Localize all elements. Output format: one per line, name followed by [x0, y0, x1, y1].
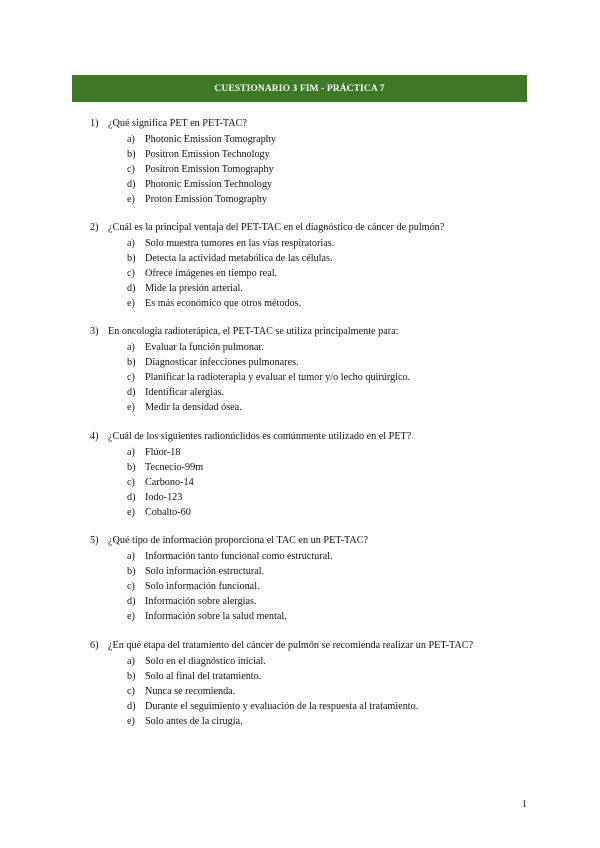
option-letter: d) [127, 701, 136, 712]
option-c [127, 684, 540, 699]
question-1 [90, 117, 540, 207]
option-letter: b) [127, 149, 136, 160]
option-e [127, 400, 540, 415]
question-5 [90, 534, 540, 624]
option-letter: e) [127, 716, 135, 727]
option-letter: b) [127, 357, 136, 368]
option-a [127, 549, 540, 564]
option-letter: e) [127, 611, 135, 622]
option-b [127, 564, 540, 579]
option-text: Evaluar la función pulmonar. [145, 342, 264, 353]
option-letter: c) [127, 372, 135, 383]
option-letter: a) [127, 238, 135, 249]
option-letter: e) [127, 194, 135, 205]
option-text: Solo información funcional. [145, 581, 260, 592]
question-2 [90, 221, 540, 311]
document-title: CUESTIONARIO 3 FIM - PRÁCTICA 7 [214, 83, 385, 94]
option-letter: a) [127, 447, 135, 458]
option-text: Detecta la actividad metabólica de las células. [145, 253, 333, 264]
question-3 [90, 325, 540, 415]
question-text-line [90, 430, 540, 444]
option-text: Solo en el diagnóstico inicial. [145, 656, 266, 667]
page-number: 1 [522, 799, 527, 810]
question-text: ¿Cuál de los siguientes radionúclidos es comúnmente utilizado en el PET? [108, 431, 412, 442]
option-a [127, 654, 540, 669]
option-e [127, 192, 540, 207]
option-letter: a) [127, 134, 135, 145]
question-number: 2) [90, 222, 99, 233]
option-text: Mide la presión arterial. [145, 283, 243, 294]
question-number: 6) [90, 640, 99, 651]
question-number: 5) [90, 535, 99, 546]
option-d [127, 177, 540, 192]
question-number: 4) [90, 431, 99, 442]
option-text: Medir la densidad ósea. [145, 402, 242, 413]
option-letter: e) [127, 507, 135, 518]
option-letter: b) [127, 253, 136, 264]
option-letter: d) [127, 596, 136, 607]
header-banner [72, 75, 527, 102]
option-a [127, 236, 540, 251]
option-d [127, 490, 540, 505]
option-text: Photonic Emission Tomography [145, 134, 276, 145]
option-e [127, 609, 540, 624]
option-letter: d) [127, 179, 136, 190]
option-letter: a) [127, 342, 135, 353]
option-letter: a) [127, 551, 135, 562]
option-letter: c) [127, 164, 135, 175]
option-letter: c) [127, 686, 135, 697]
option-text: Diagnosticar infecciones pulmonares. [145, 357, 299, 368]
option-text: Nunca se recomienda. [145, 686, 236, 697]
question-number: 1) [90, 118, 99, 129]
option-text: Durante el seguimiento y evaluación de la respuesta al tratamiento. [145, 701, 419, 712]
option-b [127, 355, 540, 370]
question-text: ¿Cuál es la principal ventaja del PET-TAC en el diagnóstico de cáncer de pulmón? [108, 222, 445, 233]
option-letter: a) [127, 656, 135, 667]
question-text-line [90, 534, 540, 548]
option-text: Cobalto-60 [145, 507, 191, 518]
option-text: Información sobre la salud mental. [145, 611, 287, 622]
option-b [127, 669, 540, 684]
option-b [127, 251, 540, 266]
option-letter: e) [127, 402, 135, 413]
option-letter: e) [127, 298, 135, 309]
option-text: Información tanto funcional como estructural. [145, 551, 333, 562]
question-text: En oncología radioterápica, el PET-TAC se utiliza principalmente para: [108, 326, 399, 337]
question-4 [90, 430, 540, 520]
option-text: Positron Emission Technology [145, 149, 270, 160]
option-d [127, 385, 540, 400]
option-text: Identificar alergias. [145, 387, 225, 398]
option-letter: c) [127, 477, 135, 488]
option-d [127, 594, 540, 609]
question-number: 3) [90, 326, 99, 337]
question-text-line [90, 639, 540, 653]
option-text: Flúor-18 [145, 447, 181, 458]
question-6 [90, 639, 540, 729]
option-c [127, 266, 540, 281]
question-text-line [90, 117, 540, 131]
option-text: Tecnecio-99m [145, 462, 204, 473]
option-text: Carbono-14 [145, 477, 194, 488]
option-letter: b) [127, 671, 136, 682]
option-c [127, 370, 540, 385]
option-letter: d) [127, 492, 136, 503]
question-text-line [90, 221, 540, 235]
option-text: Ofrece imágenes en tiempo real. [145, 268, 278, 279]
option-d [127, 281, 540, 296]
option-letter: b) [127, 462, 136, 473]
option-c [127, 475, 540, 490]
option-text: Planificar la radioterapia y evaluar el tumor y/o lecho quirúrgico. [145, 372, 411, 383]
option-letter: d) [127, 387, 136, 398]
option-letter: c) [127, 268, 135, 279]
option-text: Positron Emission Tomography [145, 164, 274, 175]
question-text: ¿Qué significa PET en PET-TAC? [108, 118, 247, 129]
question-text: ¿Qué tipo de información proporciona el TAC en un PET-TAC? [108, 535, 369, 546]
question-text: ¿En qué etapa del tratamiento del cáncer de pulmón se recomienda realizar un PET-TAC? [108, 640, 474, 651]
option-e [127, 714, 540, 729]
option-text: Photonic Emission Technology [145, 179, 273, 190]
option-a [127, 445, 540, 460]
option-letter: c) [127, 581, 135, 592]
option-text: Proton Emission Tomography [145, 194, 267, 205]
option-text: Iodo-123 [145, 492, 183, 503]
option-a [127, 340, 540, 355]
option-letter: b) [127, 566, 136, 577]
option-c [127, 162, 540, 177]
option-e [127, 505, 540, 520]
option-b [127, 460, 540, 475]
option-b [127, 147, 540, 162]
option-text: Solo información estructural. [145, 566, 265, 577]
option-text: Solo muestra tumores en las vías respiratorias. [145, 238, 335, 249]
option-c [127, 579, 540, 594]
option-a [127, 132, 540, 147]
option-text: Información sobre alergias. [145, 596, 257, 607]
option-text: Es más económico que otros métodos. [145, 298, 302, 309]
option-text: Solo al final del tratamiento. [145, 671, 262, 682]
option-e [127, 296, 540, 311]
option-d [127, 699, 540, 714]
option-letter: d) [127, 283, 136, 294]
option-text: Solo antes de la cirugía. [145, 716, 243, 727]
question-text-line [90, 325, 540, 339]
